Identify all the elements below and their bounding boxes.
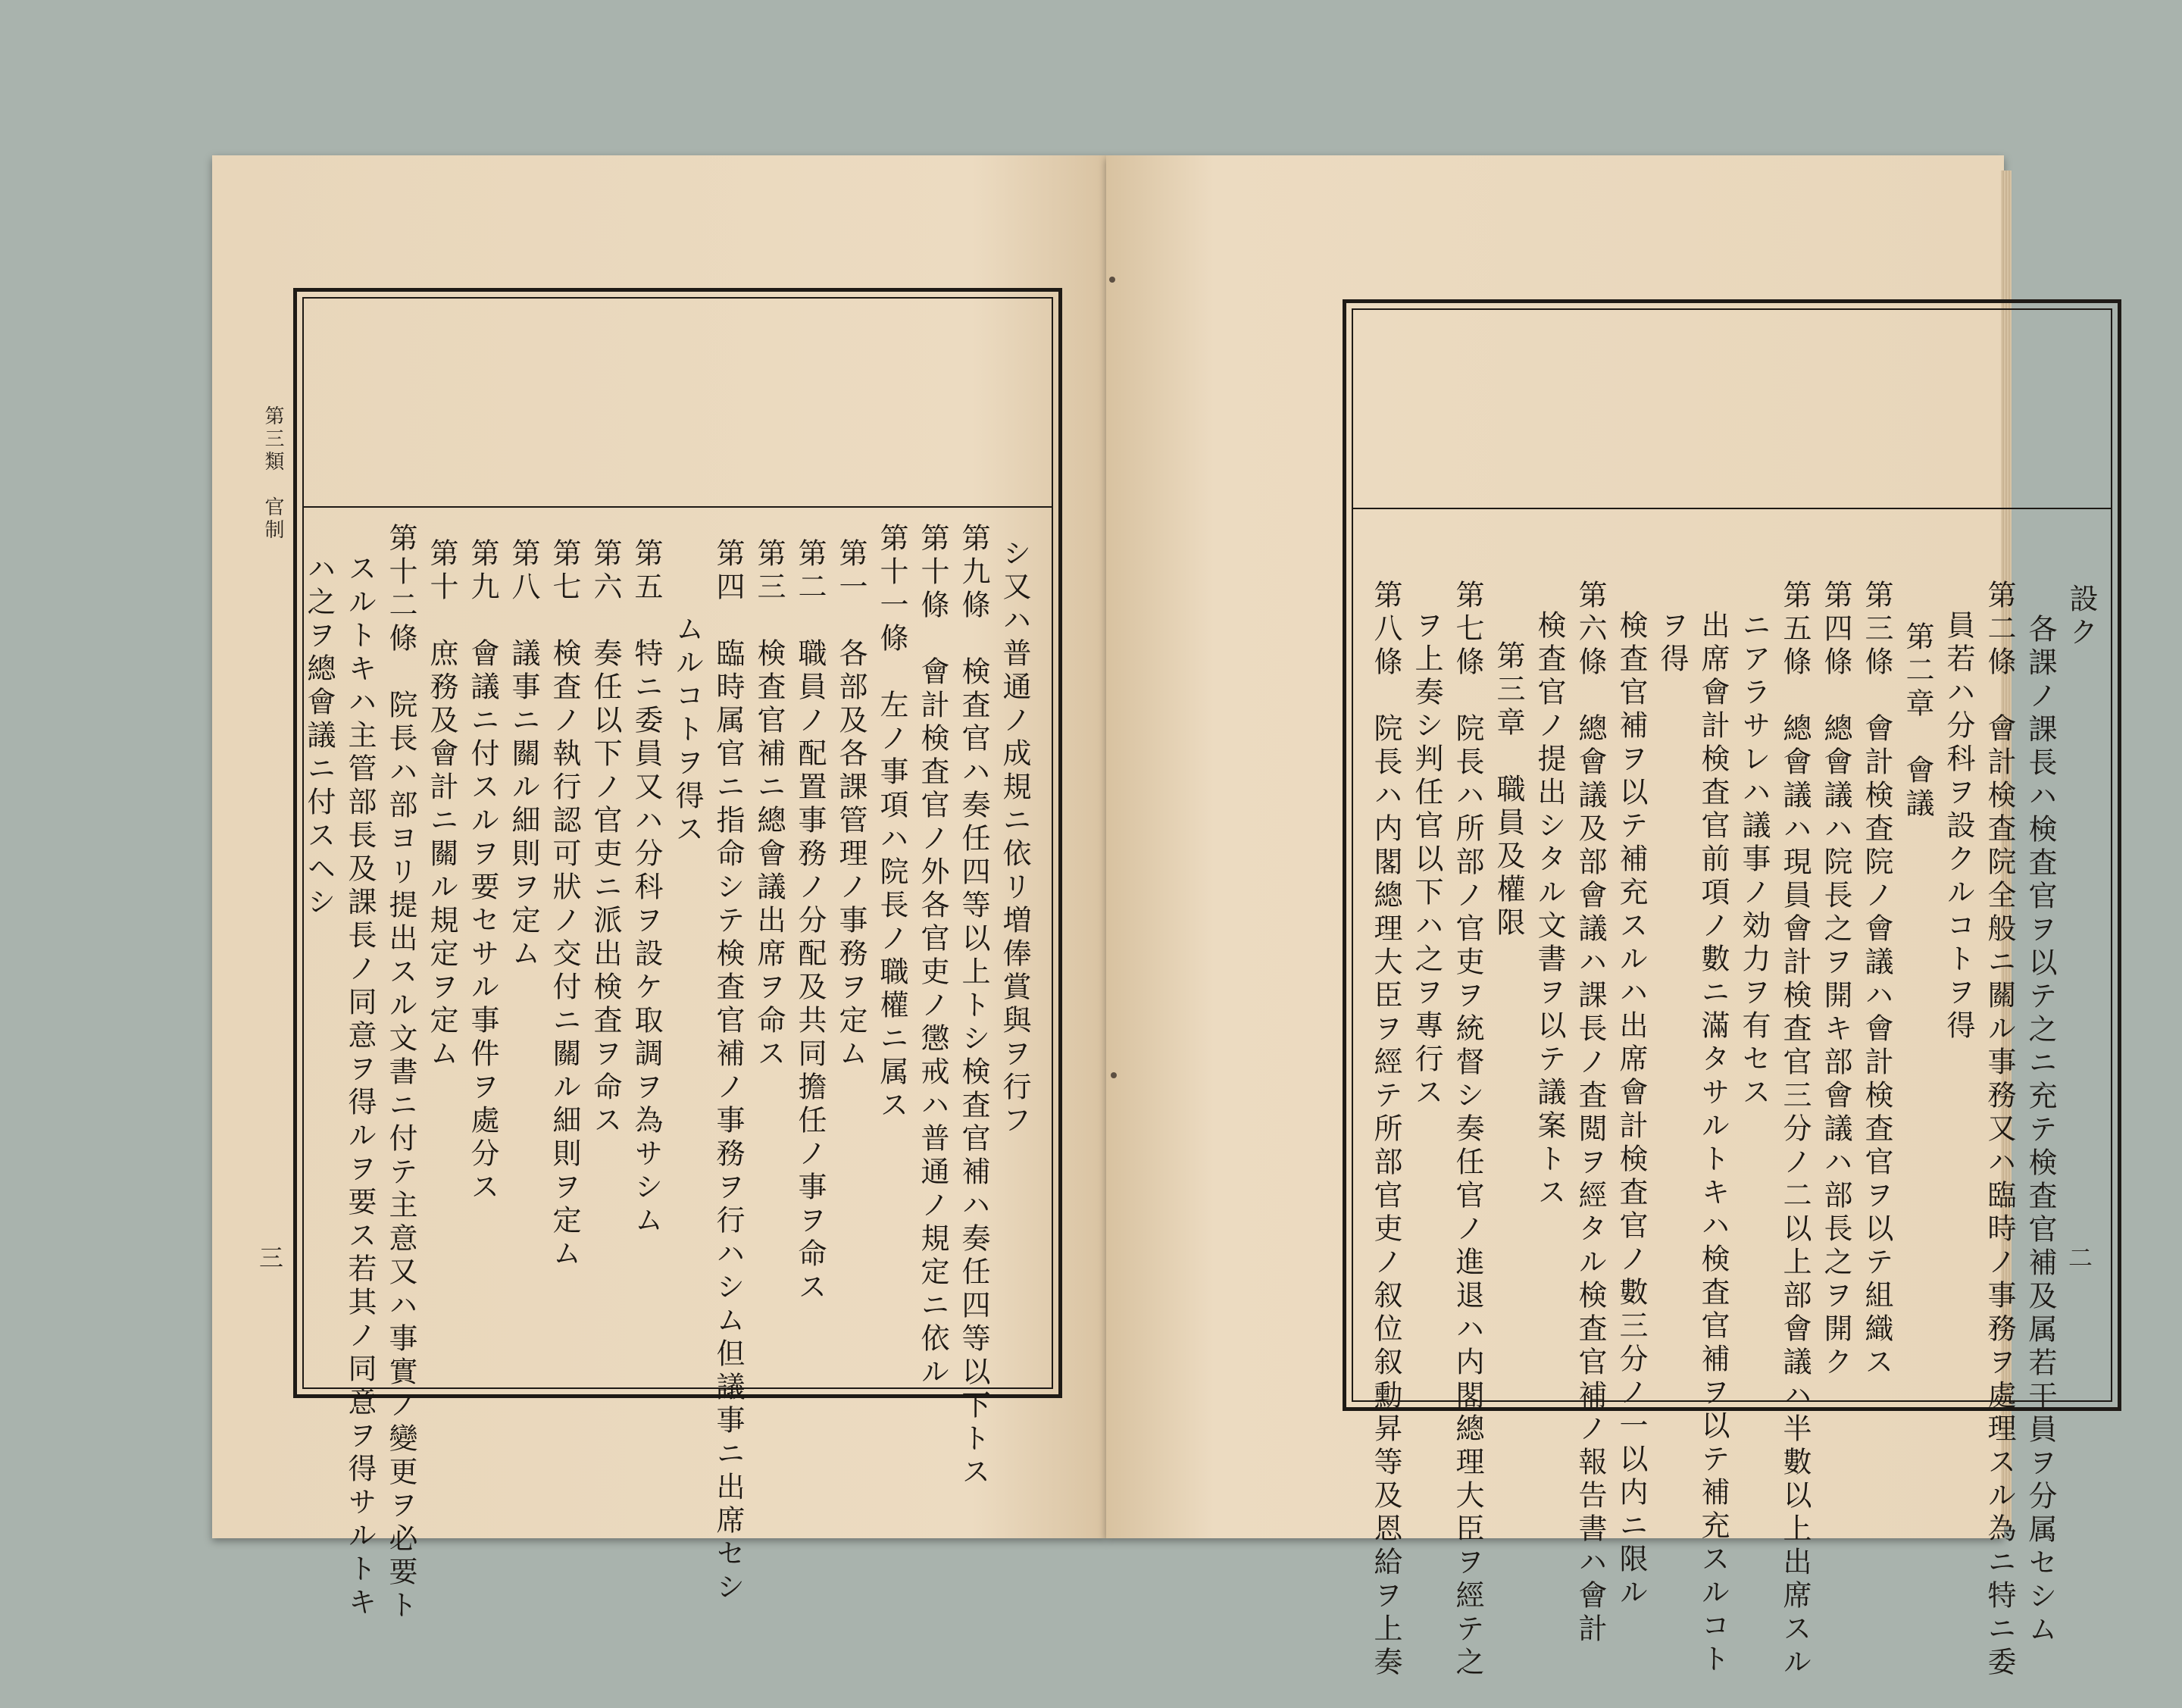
text-column: 員若ハ分科ヲ設クルコトヲ得 [1942, 610, 1975, 1043]
binding-hole [1109, 277, 1115, 283]
text-column: ハ之ヲ總會議ニ付スヘシ [302, 553, 336, 920]
text-column: ヲ上奏シ判任官以下ハ之ヲ專行ス [1410, 610, 1443, 1110]
text-column: 検査官ノ提出シタル文書ヲ以テ議案トス [1533, 610, 1566, 1210]
text-column: 第八 議事ニ關ル細則ヲ定ム [507, 538, 540, 971]
text-column: ヲ得 [1655, 610, 1689, 677]
text-column: 第十 庶務及會計ニ關ル規定ヲ定ム [425, 538, 458, 1071]
text-column: 第八條 院長ハ内閣總理大臣ヲ經テ所部官吏ノ叙位叙勳昇等及恩給ヲ上奏 [1369, 580, 1402, 1680]
text-column: ニアラサレハ議事ノ効力ヲ有セス [1737, 610, 1771, 1110]
text-column: スルトキハ主管部長及課長ノ同意ヲ得ルヲ要ス若其ノ同意ヲ得サルトキ [343, 553, 377, 1620]
text-column: 第六 奏任以下ノ官吏ニ派出検査ヲ命ス [589, 538, 622, 1138]
text-column: 第二條 會計検査院全般ニ關ル事務又ハ臨時ノ事務ヲ處理スル為ニ特ニ委 [1983, 580, 2016, 1680]
text-column: 各課ノ課長ハ検査官ヲ以テ之ニ充テ検査官補及属若干員ヲ分属セシム [2024, 614, 2057, 1647]
text-column: 第五 特ニ委員又ハ分科ヲ設ケ取調ヲ為サシム [630, 538, 663, 1238]
text-column: 第四條 總會議ハ院長之ヲ開キ部會議ハ部長之ヲ開ク [1819, 580, 1852, 1380]
text-column: 出席會計検査官前項ノ數ニ滿タサルトキハ検査官補ヲ以テ補充スルコト [1696, 610, 1730, 1677]
left-page [212, 155, 1106, 1623]
text-column: 第七條 院長ハ所部ノ官吏ヲ統督シ奏任官ノ進退ハ内閣總理大臣ヲ經テ之 [1451, 580, 1484, 1680]
text-column: 第四 臨時属官ニ指命シテ検査官補ノ事務ヲ行ハシム但議事ニ出席セシ [711, 538, 745, 1605]
text-column: 第五條 總會議ハ現員會計検査官三分ノ二以上部會議ハ半數以上出席スル [1778, 580, 1812, 1680]
text-column: 第三章 職員及權限 [1492, 640, 1525, 940]
text-column: 第七 検査ノ執行認可狀ノ交付ニ關ル細則ヲ定ム [548, 538, 581, 1272]
text-column: 第三條 會計検査院ノ會議ハ會計検査官ヲ以テ組織ス [1860, 580, 1893, 1380]
text-column: 第十二條 院長ハ部ヨリ提出スル文書ニ付テ主意又ハ事實ノ變更ヲ必要ト [384, 523, 417, 1623]
text-column: シ又ハ普通ノ成規ニ依リ増俸賞與ヲ行フ [998, 538, 1031, 1138]
text-column: 第九條 検査官ハ奏任四等以上トシ検査官補ハ奏任四等以下トス [957, 523, 990, 1490]
text-column: 第三 検査官補ニ總會議出席ヲ命ス [752, 538, 786, 1071]
running-head: 第三類 官制 [261, 405, 284, 542]
page-number: 二 [2068, 1243, 2093, 1272]
text-column: 第十一條 左ノ事項ハ院長ノ職權ニ属ス [875, 523, 908, 1123]
right-page [1106, 155, 2098, 1680]
text-column: ムルコトヲ得ス [671, 614, 704, 847]
text-column: 第一 各部及各課管理ノ事務ヲ定ム [834, 538, 867, 1071]
text-column: 第二 職員ノ配置事務ノ分配及共同擔任ノ事ヲ命ス [793, 538, 827, 1305]
text-column: 第九 會議ニ付スルヲ要セサル事件ヲ處分ス [466, 538, 499, 1205]
text-column: 設ク [2065, 583, 2098, 650]
open-book [205, 155, 2098, 1680]
page-number: 三 [259, 1243, 284, 1272]
text-column: 検査官補ヲ以テ補充スルハ出席會計検査官ノ數三分ノ一以内ニ限ル [1615, 610, 1648, 1610]
binding-hole [1111, 1072, 1117, 1078]
text-column: 第六條 總會議及部會議ハ課長ノ査閲ヲ經タル検査官補ノ報告書ハ會計 [1574, 580, 1607, 1647]
text-column: 第二章 會議 [1901, 621, 1934, 821]
text-column: 第十條 會計検査官ノ外各官吏ノ懲戒ハ普通ノ規定ニ依ル [916, 523, 949, 1390]
